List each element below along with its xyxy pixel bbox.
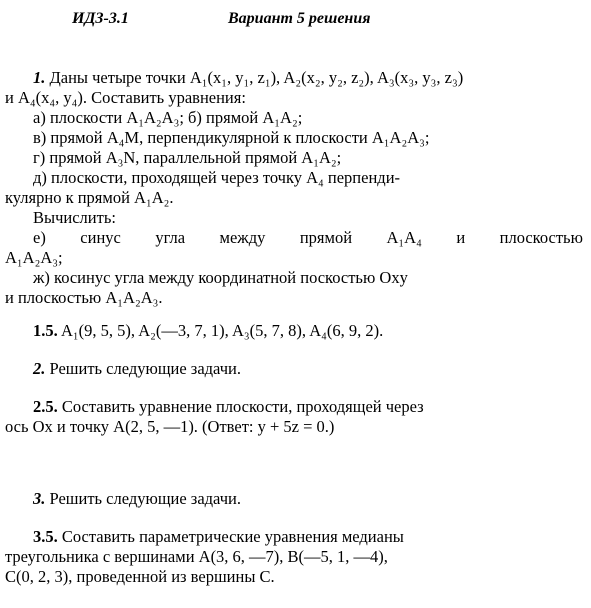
task15-line <box>5 321 583 341</box>
task3-number: 3. <box>33 489 46 508</box>
task1-item-e-word: угла <box>155 228 186 247</box>
task1-item-e-word: синус <box>80 228 121 247</box>
task1-calc-label: Вычислить: <box>33 208 116 227</box>
task1-item-e-word: между <box>219 228 266 247</box>
task1-item-zh-cont: и плоскостью A₁A₂A₃. <box>5 288 163 307</box>
task1-item-d-cont: кулярно к прямой A₁A₂. <box>5 188 174 207</box>
task3-line <box>5 489 583 509</box>
task25-text: Составить уравнение плоскости, проходящей через <box>61 397 424 416</box>
task2-number: 2. <box>33 359 46 378</box>
task1-item-e-word: A₁A₄ <box>386 228 422 247</box>
task1-item-e-word: и <box>456 228 466 247</box>
task1-item-e-word: е) <box>33 228 46 247</box>
task3-text: Решить следующие задачи. <box>49 489 241 508</box>
task2-line <box>5 359 583 379</box>
task1-item-e-cont: A₁A₂A₃; <box>5 248 63 267</box>
header-variant: Вариант 5 решения <box>228 10 371 27</box>
task1-item-a: а) плоскости A₁A₂A₃; б) прямой A₁A₂; <box>33 108 303 127</box>
task1-line1 <box>5 68 583 88</box>
task35-line1 <box>5 527 583 547</box>
task35-line3: C(0, 2, 3), проведенной из вершины C. <box>5 567 275 586</box>
task2-text: Решить следующие задачи. <box>49 359 241 378</box>
document-body <box>5 68 583 587</box>
task1-item-e-word: плоскостью <box>499 228 583 247</box>
task1-item-e <box>5 228 583 248</box>
task1-line2: и A₄(x₄, y₄). Составить уравнения: <box>5 88 246 107</box>
task1-item-g: г) прямой A₃N, параллельной прямой A₁A₂; <box>33 148 342 167</box>
task15-points: A₁(9, 5, 5), A₂(—3, 7, 1), A₃(5, 7, 8), A₄(6, 9, 2). <box>60 321 384 340</box>
task25-number: 2.5. <box>33 397 58 416</box>
task1-item-v: в) прямой A₄M, перпендикулярной к плоскости A₁A₂A₃; <box>33 128 430 147</box>
task1-item-d: д) плоскости, проходящей через точку A₄ перпенди- <box>33 168 401 187</box>
task25-line1 <box>5 397 583 417</box>
task35-text: Составить параметрические уравнения медианы <box>61 527 404 546</box>
task35-line2: треугольника с вершинами A(3, 6, —7), B(—5, 1, —4), <box>5 547 388 566</box>
task35-number: 3.5. <box>33 527 58 546</box>
header-title: ИДЗ-3.1 <box>72 10 129 27</box>
task25-line2: ось Ox и точку A(2, 5, —1). (Ответ: y + 5z = 0.) <box>5 417 335 436</box>
task1-item-zh: ж) косинус угла между координатной поскостью Oxy <box>33 268 408 287</box>
task1-number: 1. <box>33 68 46 87</box>
task1-intro: Даны четыре точки A₁(x₁, y₁, z₁), A₂(x₂, y₂, z₂), A₃(x₃, y₃, z₃) <box>49 68 464 87</box>
task15-number: 1.5. <box>33 321 58 340</box>
task1-item-e-word: прямой <box>299 228 353 247</box>
